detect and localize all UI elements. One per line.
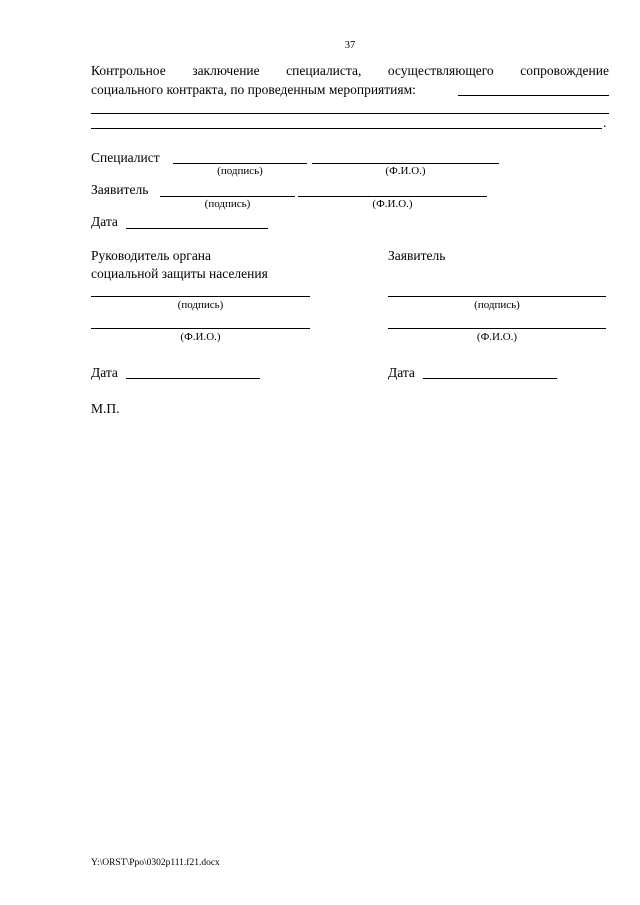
head-name-field[interactable] xyxy=(91,328,310,329)
intro-line-2: социального контракта, по проведенным мероприятиям: xyxy=(91,82,416,97)
head-date-field[interactable] xyxy=(126,378,260,379)
specialist-label: Специалист xyxy=(91,150,160,165)
applicant-label: Заявитель xyxy=(91,182,149,197)
applicant2-name-field[interactable] xyxy=(388,328,606,329)
conclusion-field-3[interactable] xyxy=(91,128,602,129)
specialist-name-field[interactable] xyxy=(312,163,499,164)
conclusion-end-mark: . xyxy=(603,115,607,130)
intro-line-1 xyxy=(91,62,609,80)
conclusion-field-2[interactable] xyxy=(91,113,609,114)
intro-word: сопровождение xyxy=(520,63,609,78)
date-label: Дата xyxy=(91,214,118,229)
intro-word: специалиста, xyxy=(286,63,362,78)
applicant2-title: Заявитель xyxy=(388,248,446,263)
conclusion-field-1[interactable] xyxy=(458,95,609,96)
applicant-name-caption: (Ф.И.О.) xyxy=(372,198,413,210)
date-field[interactable] xyxy=(126,228,268,229)
applicant2-signature-field[interactable] xyxy=(388,296,606,297)
head-date-label: Дата xyxy=(91,365,118,380)
specialist-signature-field[interactable] xyxy=(173,163,307,164)
head-signature-field[interactable] xyxy=(91,296,310,297)
head-sign-caption: (подпись) xyxy=(177,299,224,311)
applicant2-sign-caption: (подпись) xyxy=(474,299,520,311)
page-number: 37 xyxy=(344,40,356,51)
specialist-sign-caption: (подпись) xyxy=(217,165,263,177)
applicant2-date-label: Дата xyxy=(388,365,415,380)
applicant-sign-caption: (подпись) xyxy=(204,198,251,210)
head-name-caption: (Ф.И.О.) xyxy=(180,331,221,343)
intro-word: осуществляющего xyxy=(387,63,494,78)
specialist-name-caption: (Ф.И.О.) xyxy=(385,165,426,177)
footer-file-path: Y:\ORST\Ppo\0302p111.f21.docx xyxy=(91,858,220,868)
stamp-mark: М.П. xyxy=(91,401,120,416)
applicant-signature-field[interactable] xyxy=(160,196,295,197)
applicant2-name-caption: (Ф.И.О.) xyxy=(476,331,518,343)
head-title-line-2: социальной защиты населения xyxy=(91,266,268,281)
applicant2-date-field[interactable] xyxy=(423,378,557,379)
intro-word: заключение xyxy=(192,63,260,78)
head-title-line-1: Руководитель органа xyxy=(91,248,212,263)
applicant-name-field[interactable] xyxy=(298,196,487,197)
intro-word: Контрольное xyxy=(91,63,166,78)
